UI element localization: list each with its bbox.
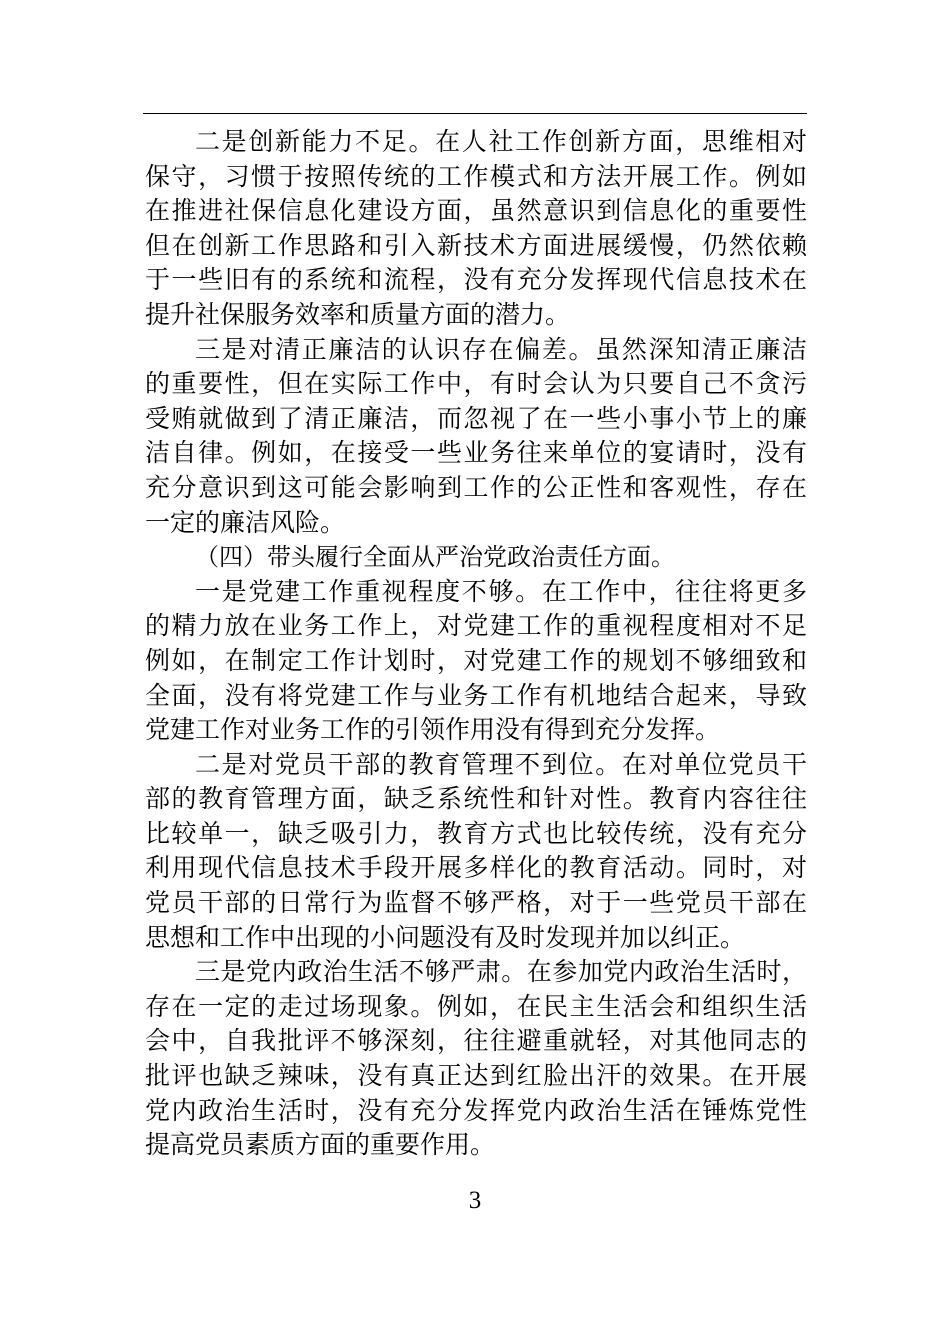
line-text: 在推进社保信息化建设方面，虽然意识到信息化的重要性: [145, 196, 807, 226]
line-text: 批评也缺乏辣味，没有真正达到红脸出汗的效果。在开展: [145, 1061, 807, 1091]
line-text: 提高党员素质方面的重要作用。: [145, 1130, 496, 1160]
line-text: 充分意识到这可能会影响到工作的公正性和客观性，存在: [145, 472, 807, 502]
line-text: 存在一定的走过场现象。例如，在民主生活会和组织生活: [145, 991, 807, 1021]
text-line: [145, 402, 807, 437]
line-text: 比较单一，缺乏吸引力，教育方式也比较传统，没有充分: [145, 818, 807, 848]
line-text: 会中，自我批评不够深刻，往往避重就轻，对其他同志的: [145, 1026, 807, 1056]
line-text: 的精力放在业务工作上，对党建工作的重视程度相对不足: [145, 611, 807, 641]
text-line: [145, 921, 807, 956]
text-line: [145, 229, 807, 264]
page-number: 3: [468, 1187, 482, 1214]
text-line: [145, 367, 807, 402]
line-text: 党员干部的日常行为监督不够严格，对于一些党员干部在: [145, 888, 807, 918]
line-text: 于一些旧有的系统和流程，没有充分发挥现代信息技术在: [145, 265, 807, 295]
line-text: 思想和工作中出现的小问题没有及时发现并加以纠正。: [145, 922, 746, 952]
line-text: 三是对清正廉洁的认识存在偏差。虽然深知清正廉洁: [195, 334, 807, 364]
text-line: [145, 644, 807, 679]
document-body: [145, 125, 807, 1163]
text-line: [145, 125, 807, 160]
text-line: [145, 1024, 807, 1059]
text-line: [145, 194, 807, 229]
line-text: 提升社保服务效率和质量方面的潜力。: [145, 299, 571, 329]
text-line: [145, 333, 807, 368]
text-line: [145, 436, 807, 471]
text-line: [145, 263, 807, 298]
text-line: [145, 990, 807, 1025]
line-text: 二是创新能力不足。在人社工作创新方面，思维相对: [195, 127, 807, 156]
text-line: [145, 609, 807, 644]
text-line: [145, 817, 807, 852]
line-text: 部的教育管理方面，缺乏系统性和针对性。教育内容往往: [145, 784, 807, 814]
text-line: [145, 471, 807, 506]
line-text: 保守，习惯于按照传统的工作模式和方法开展工作。例如: [145, 161, 807, 191]
line-text: 但在创新工作思路和引入新技术方面进展缓慢，仍然依赖: [145, 230, 807, 260]
line-text: 洁自律。例如，在接受一些业务往来单位的宴请时，没有: [145, 438, 807, 468]
text-line: [145, 298, 807, 333]
text-line: [145, 506, 807, 541]
line-text: 全面，没有将党建工作与业务工作有机地结合起来，导致: [145, 680, 807, 710]
text-line: [145, 713, 807, 748]
text-line: [145, 851, 807, 886]
text-line: [145, 1094, 807, 1129]
header-rule: [143, 113, 807, 114]
line-text: 党建工作对业务工作的引领作用没有得到充分发挥。: [145, 715, 721, 745]
text-line: [145, 955, 807, 990]
line-text: 利用现代信息技术手段开展多样化的教育活动。同时，对: [145, 853, 807, 883]
line-text: 一是党建工作重视程度不够。在工作中，往往将更多: [195, 576, 807, 606]
line-text: 党内政治生活时，没有充分发挥党内政治生活在锤炼党性: [145, 1095, 807, 1125]
section-heading: [145, 540, 807, 575]
line-text: 二是对党员干部的教育管理不到位。在对单位党员干: [195, 749, 807, 779]
text-line: [145, 679, 807, 714]
text-line: [145, 748, 807, 783]
text-line: [145, 886, 807, 921]
text-line: [145, 1128, 807, 1163]
text-line: [145, 160, 807, 195]
text-line: [145, 782, 807, 817]
line-text: （四）带头履行全面从严治党政治责任方面。: [195, 543, 675, 572]
text-line: [145, 1059, 807, 1094]
text-line: [145, 575, 807, 610]
line-text: 的重要性，但在实际工作中，有时会认为只要自己不贪污: [145, 369, 807, 399]
line-text: 例如，在制定工作计划时，对党建工作的规划不够细致和: [145, 645, 807, 675]
line-text: 三是党内政治生活不够严肃。在参加党内政治生活时，: [195, 957, 807, 987]
line-text: 一定的廉洁风险。: [145, 507, 346, 537]
line-text: 受贿就做到了清正廉洁，而忽视了在一些小事小节上的廉: [145, 403, 807, 433]
